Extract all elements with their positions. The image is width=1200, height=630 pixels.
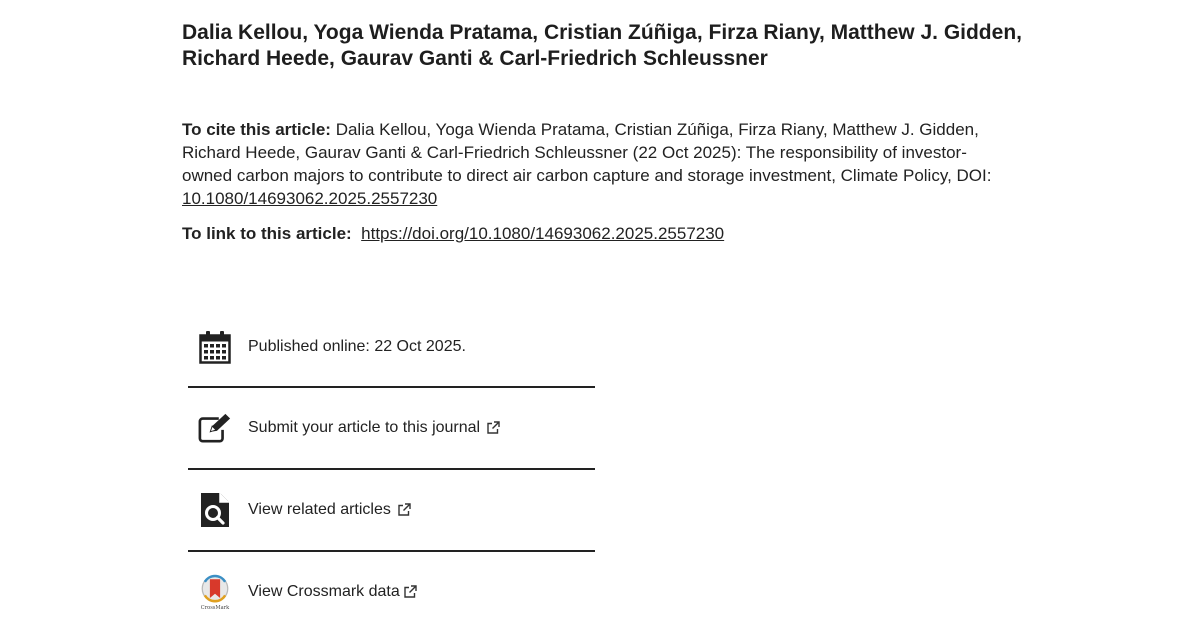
external-link-icon — [486, 421, 500, 435]
citation — [182, 118, 1012, 210]
related-articles-row[interactable] — [188, 470, 595, 550]
submit-article-link[interactable]: Submit your article to this journal — [248, 419, 481, 436]
crossmark-logo — [198, 573, 232, 611]
article-doi-url[interactable]: https://doi.org/10.1080/14693062.2025.2557230 — [361, 224, 725, 243]
related-articles-link[interactable]: View related articles — [248, 501, 391, 518]
crossmark-logo-text: CrossMark — [200, 605, 230, 611]
citation-doi-link[interactable]: 10.1080/14693062.2025.2557230 — [182, 189, 438, 208]
published-row — [188, 307, 595, 386]
calendar-icon — [198, 328, 232, 366]
article-actions-panel — [188, 307, 595, 630]
external-link-icon — [403, 585, 417, 599]
submit-article-row[interactable] — [188, 388, 595, 468]
edit-icon — [198, 409, 232, 447]
external-link-icon — [397, 503, 411, 517]
crossmark-row[interactable] — [188, 552, 595, 630]
crossmark-link[interactable]: View Crossmark data — [248, 583, 400, 600]
citation-label: To cite this article: — [182, 120, 331, 139]
published-date: Published online: 22 Oct 2025. — [248, 337, 466, 355]
article-link-line — [182, 222, 1012, 245]
citation-text: Dalia Kellou, Yoga Wienda Pratama, Cristian Zúñiga, Firza Riany, Matthew J. Gidden, Richard Heede, Gaurav Ganti & Carl-Friedrich Schleussner (22 Oct 2025): The responsibility of investor-owned carbon majors to contribute to direct air carbon capture and storage investment, Climate Policy, DOI: — [182, 120, 992, 185]
authors: Dalia Kellou, Yoga Wienda Pratama, Cristian Zúñiga, Firza Riany, Matthew J. Gidden, Richard Heede, Gaurav Ganti & Carl-Friedrich Schleussner — [182, 21, 1022, 70]
document-search-icon — [198, 491, 232, 529]
link-label: To link to this article: — [182, 224, 352, 243]
